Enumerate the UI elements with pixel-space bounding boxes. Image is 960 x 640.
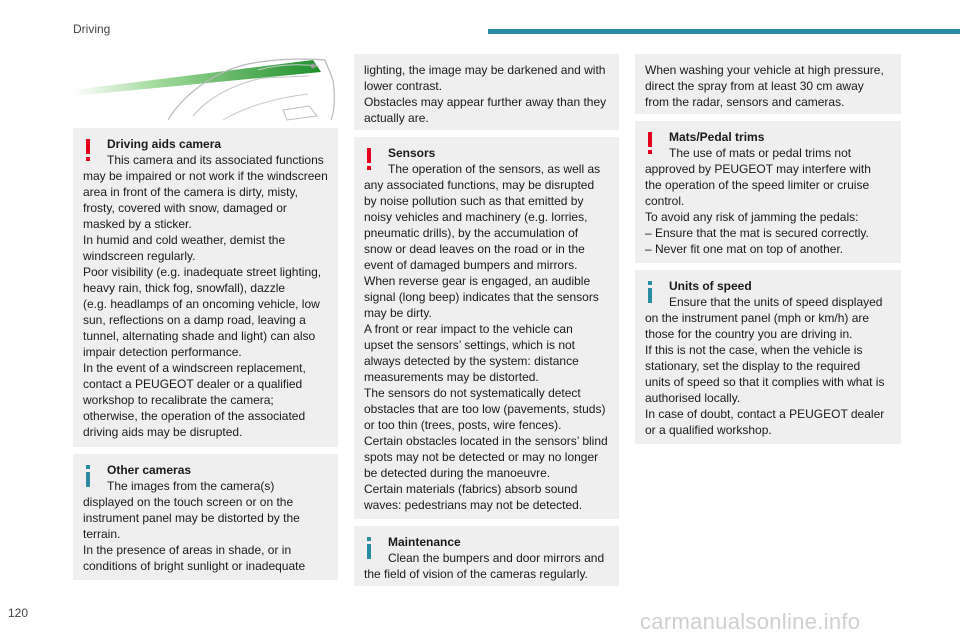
- box-text-first-line: The operation of the sensors, as well as: [388, 162, 601, 176]
- box-text: on the instrument panel (mph or km/h) are those for the country you are driving in. If this is not the case, when the vehicle is stationary, set the display to the required units of speed so that it complies with what is authorised locally. In case of doubt, contact a PEUGEOT dealer or a qualified workshop.: [645, 311, 885, 437]
- units-of-speed-info-box: [635, 270, 901, 444]
- box-text-first-line: Clean the bumpers and door mirrors and: [388, 551, 605, 565]
- box-text: approved by PEUGEOT may interfere with the operation of the speed limiter or cruise control. To avoid any risk of jamming the pedals: – Ensure that the mat is secured correctly. – Never fit one mat on top of another.: [645, 162, 871, 256]
- box-text: When washing your vehicle at high pressure, direct the spray from at least 30 cm away from the radar, sensors and cameras.: [645, 63, 884, 109]
- box-text: the field of vision of the cameras regularly.: [364, 567, 588, 581]
- other-cameras-info-box: [73, 454, 338, 580]
- box-title: Mats/Pedal trims: [669, 130, 765, 144]
- mats-pedal-trims-warning-box: [635, 121, 901, 263]
- page-number: 120: [8, 606, 29, 620]
- warning-icon: [365, 148, 373, 170]
- warning-icon: [84, 139, 92, 161]
- sensors-warning-box: [354, 137, 619, 519]
- box-title: Units of speed: [669, 279, 752, 293]
- camera-field-of-view-illustration: [73, 50, 338, 128]
- other-cameras-continued-box: [354, 54, 619, 130]
- box-text-first-line: The images from the camera(s): [107, 479, 275, 493]
- header-accent-bar: [488, 29, 960, 34]
- box-text: lighting, the image may be darkened and with lower contrast. Obstacles may appear further away than they actually are.: [364, 63, 607, 125]
- box-text: any associated functions, may be disrupted by noise pollution such as that emitted by noisy vehicles and machinery (e.g. lorries, pneumatic drills), by the accumulation of snow or dead leaves on the road or in the event of damaged bumpers and mirrors. When reverse gear is engaged, an audible signal (long beep) indicates that the sensors may be dirty. A front or rear impact to the vehicle can upset the sensors’ settings, which is not always detected by the system: distance measurements may be distorted. The sensors do not systematically detect obstacles that are too low (pavements, studs) or too thin (trees, posts, wire fences). Certain obstacles located in the sensors’ blind spots may not be detected or may no longer be detected during the manoeuvre. Certain materials (fabrics) absorb sound waves: pedestrians may not be detected.: [364, 178, 608, 512]
- warning-icon: [646, 132, 654, 154]
- box-title: Maintenance: [388, 535, 461, 549]
- driving-aids-camera-warning-box: [73, 128, 338, 447]
- box-title: Driving aids camera: [107, 137, 222, 151]
- box-title: Sensors: [388, 146, 436, 160]
- section-title: Driving: [73, 22, 111, 36]
- box-text: displayed on the touch screen or on the instrument panel may be distorted by the terrain. In the presence of areas in shade, or in conditions of bright sunlight or inadequate: [83, 495, 306, 573]
- info-icon: [365, 537, 373, 559]
- info-icon: [84, 465, 92, 487]
- box-text-first-line: Ensure that the units of speed displayed: [669, 295, 883, 309]
- maintenance-info-box: [354, 526, 619, 586]
- washing-box: [635, 54, 901, 114]
- info-icon: [646, 281, 654, 303]
- box-title: Other cameras: [107, 463, 192, 477]
- box-text-first-line: This camera and its associated functions: [107, 153, 324, 167]
- box-text: may be impaired or not work if the windscreen area in front of the camera is dirty, misty, frosty, covered with snow, damaged or masked by a sticker. In humid and cold weather, demist the windscreen regularly. Poor visibility (e.g. inadequate street lighting, heavy rain, thick fog, snowfall), dazzle (e.g. headlamps of an oncoming vehicle, low sun, reflections on a damp road, leaving a tunnel, alternating shade and light) can also impair detection performance. In the event of a windscreen replacement, contact a PEUGEOT dealer or a qualified workshop to recalibrate the camera; otherwise, the operation of the associated driving aids may be disrupted.: [83, 169, 328, 439]
- box-text-first-line: The use of mats or pedal trims not: [669, 146, 852, 160]
- watermark: carmanualsonline.info: [640, 609, 861, 634]
